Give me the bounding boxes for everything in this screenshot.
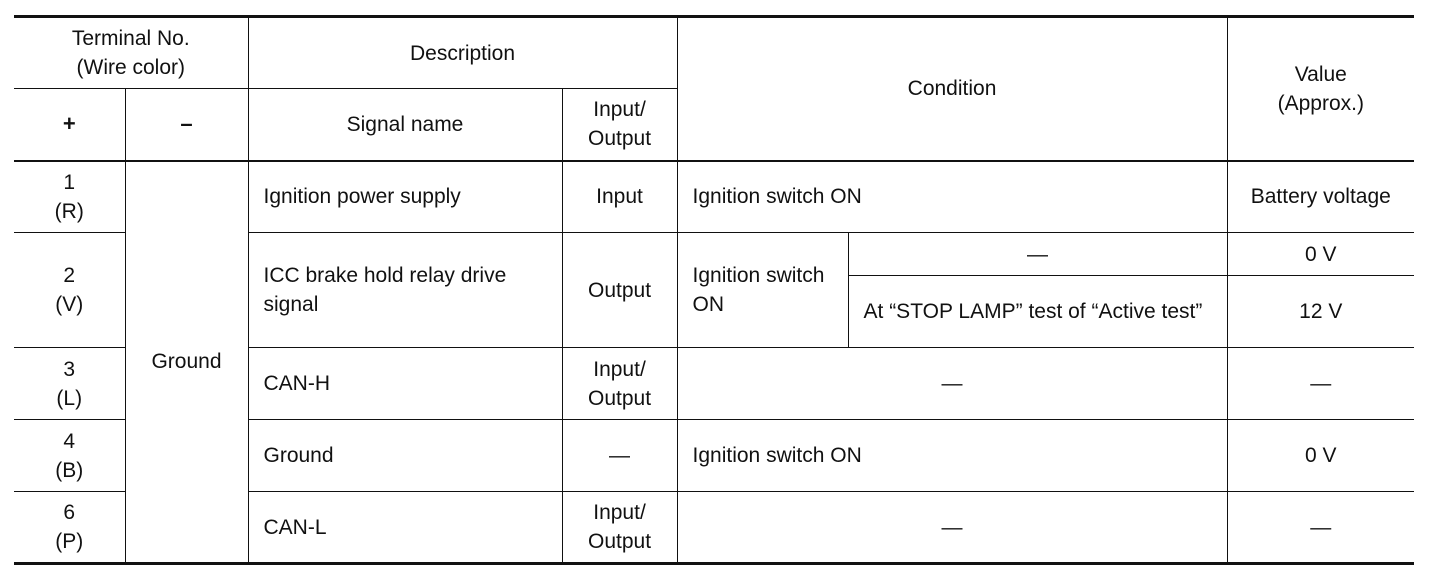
io-line-2: Output	[587, 386, 652, 410]
wire-color: (B)	[55, 458, 84, 482]
sub-condition-cell: —	[848, 233, 1227, 276]
sub-condition-cell: At “STOP LAMP” test of “Active test”	[848, 276, 1227, 348]
terminal-number: 6	[63, 501, 76, 524]
signal-name-header: Signal name	[248, 89, 562, 161]
wire-color: (P)	[55, 530, 84, 553]
value-cell: —	[1227, 348, 1414, 420]
signal-name-cell: CAN-H	[248, 348, 562, 420]
plus-terminal-header	[14, 89, 125, 161]
terminal-number: 1	[63, 170, 76, 194]
header-row-1	[14, 17, 1414, 89]
condition-cell: —	[677, 348, 1227, 420]
terminal-cell	[14, 348, 125, 420]
io-line-2: Output	[587, 530, 652, 553]
minus-terminal-header	[125, 89, 248, 161]
condition-cell: Ignition switch ON	[677, 420, 1227, 492]
wire-color: (V)	[55, 293, 84, 316]
io-line-1: Input/	[593, 357, 646, 381]
plus-sign: +	[62, 111, 76, 137]
io-header-line-1: Input/	[593, 98, 646, 122]
io-line-1: Input/	[593, 501, 646, 524]
terminal-no-label: Terminal No.	[71, 27, 190, 50]
table-row	[14, 161, 1414, 233]
wire-color: (R)	[54, 199, 84, 223]
terminal-cell	[14, 492, 125, 564]
value-label: Value	[1294, 62, 1347, 86]
signal-name-cell: Ground	[248, 420, 562, 492]
wire-color-label: (Wire color)	[76, 56, 185, 79]
terminal-no-header	[14, 17, 248, 89]
signal-name-cell: Ignition power supply	[248, 161, 562, 233]
condition-header: Condition	[677, 17, 1227, 161]
approx-label: (Approx.)	[1277, 91, 1364, 115]
io-cell: —	[562, 420, 677, 492]
description-header: Description	[248, 17, 677, 89]
condition-cell: —	[677, 492, 1227, 564]
ground-cell: Ground	[125, 161, 248, 564]
terminal-cell	[14, 420, 125, 492]
terminal-number: 4	[63, 429, 76, 453]
io-cell: Input	[562, 161, 677, 233]
signal-name-cell: CAN-L	[248, 492, 562, 564]
value-cell: 0 V	[1227, 233, 1414, 276]
condition-cell: Ignition switch ON	[677, 161, 1227, 233]
input-output-header	[562, 89, 677, 161]
terminal-cell	[14, 161, 125, 233]
minus-sign: –	[180, 111, 193, 137]
value-cell: 0 V	[1227, 420, 1414, 492]
signal-name-cell: ICC brake hold relay drive signal	[248, 233, 562, 348]
value-cell: 12 V	[1227, 276, 1414, 348]
io-cell	[562, 492, 677, 564]
terminal-spec-table	[14, 15, 1414, 565]
io-cell: Output	[562, 233, 677, 348]
value-cell: Battery voltage	[1227, 161, 1414, 233]
io-cell	[562, 348, 677, 420]
io-header-line-2: Output	[587, 127, 652, 151]
terminal-cell	[14, 233, 125, 348]
value-header	[1227, 17, 1414, 161]
terminal-number: 3	[63, 357, 76, 381]
terminal-number: 2	[63, 264, 76, 287]
value-cell: —	[1227, 492, 1414, 564]
wire-color: (L)	[56, 386, 83, 410]
condition-main-cell: Ignition switch ON	[677, 233, 848, 348]
